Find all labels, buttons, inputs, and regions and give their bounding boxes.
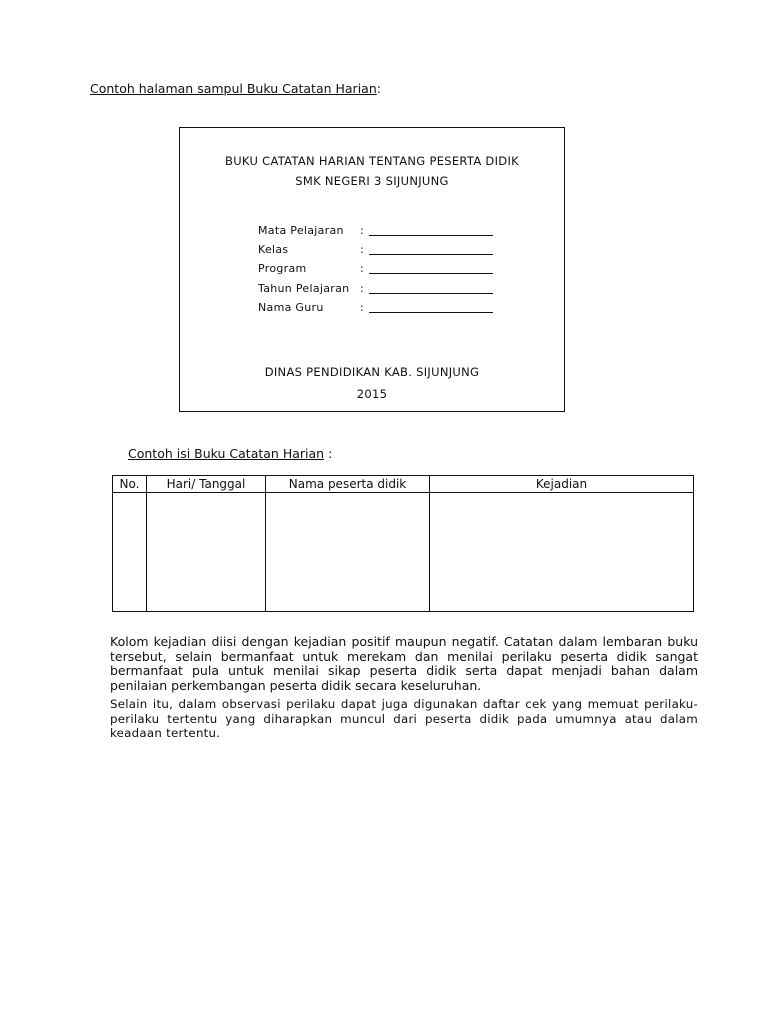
table-header-row bbox=[113, 476, 694, 493]
content-example-heading-colon: : bbox=[324, 446, 333, 461]
cover-field-colon: : bbox=[360, 300, 365, 314]
cover-example-heading-text: Contoh halaman sampul Buku Catatan Harian bbox=[90, 81, 377, 96]
column-header-no: No. bbox=[113, 476, 147, 493]
cover-field-blank-line bbox=[369, 225, 493, 236]
cover-field-label: Program bbox=[258, 262, 307, 276]
cover-example-heading bbox=[90, 81, 381, 96]
cover-example-heading-colon: : bbox=[376, 81, 381, 96]
cover-field-label: Kelas bbox=[258, 243, 289, 257]
cover-footer-agency: DINAS PENDIDIKAN KAB. SIJUNJUNG bbox=[264, 365, 480, 379]
cover-title: BUKU CATATAN HARIAN TENTANG PESERTA DIDIK bbox=[225, 154, 519, 168]
table-row bbox=[113, 493, 694, 612]
cover-field-row bbox=[258, 282, 493, 301]
cover-field-row bbox=[258, 224, 493, 243]
table-cell-student-name bbox=[266, 493, 430, 612]
column-header-event: Kejadian bbox=[430, 476, 694, 493]
table-cell-no bbox=[113, 493, 147, 612]
cover-field-blank-line bbox=[369, 302, 493, 313]
cover-field-row bbox=[258, 243, 493, 262]
cover-field-blank-line bbox=[369, 263, 493, 274]
cover-field-row bbox=[258, 262, 493, 281]
column-header-date: Hari/ Tanggal bbox=[147, 476, 266, 493]
cover-field-label: Nama Guru bbox=[258, 300, 324, 314]
cover-school: SMK NEGERI 3 SIJUNJUNG bbox=[295, 174, 449, 188]
column-header-student-name: Nama peserta didik bbox=[266, 476, 430, 493]
cover-field-label: Tahun Pelajaran bbox=[258, 281, 350, 295]
cover-field-blank-line bbox=[369, 283, 493, 294]
cover-field-colon: : bbox=[360, 224, 365, 237]
cover-fields bbox=[258, 224, 493, 320]
content-example-heading-text: Contoh isi Buku Catatan Harian bbox=[128, 446, 325, 461]
cover-field-colon: : bbox=[360, 281, 365, 295]
paragraph-observation-checklist: Selain itu, dalam observasi perilaku dapat juga digunakan daftar cek yang memuat perilaku-perilaku tertentu yang diharapkan muncul dari peserta didik pada umumnya atau dalam keadaan tertentu. bbox=[110, 697, 698, 740]
daily-log-table bbox=[112, 475, 694, 612]
cover-footer-year: 2015 bbox=[356, 387, 388, 401]
cover-field-colon: : bbox=[360, 243, 365, 257]
content-example-heading bbox=[128, 446, 332, 461]
cover-field-colon: : bbox=[360, 262, 365, 276]
table-cell-event bbox=[430, 493, 694, 612]
cover-field-blank-line bbox=[369, 244, 493, 255]
cover-field-row bbox=[258, 301, 493, 320]
table-cell-date bbox=[147, 493, 266, 612]
paragraph-event-column: Kolom kejadian diisi dengan kejadian positif maupun negatif. Catatan dalam lembaran buku tersebut, selain bermanfaat untuk merekam dan menilai perilaku peserta didik sangat bermanfaat pula untuk menilai sikap peserta didik serta dapat menjadi bahan dalam penilaian perkembangan peserta didik secara keseluruhan. bbox=[110, 634, 698, 693]
cover-page-box bbox=[179, 127, 565, 412]
cover-field-label: Mata Pelajaran bbox=[258, 224, 344, 237]
